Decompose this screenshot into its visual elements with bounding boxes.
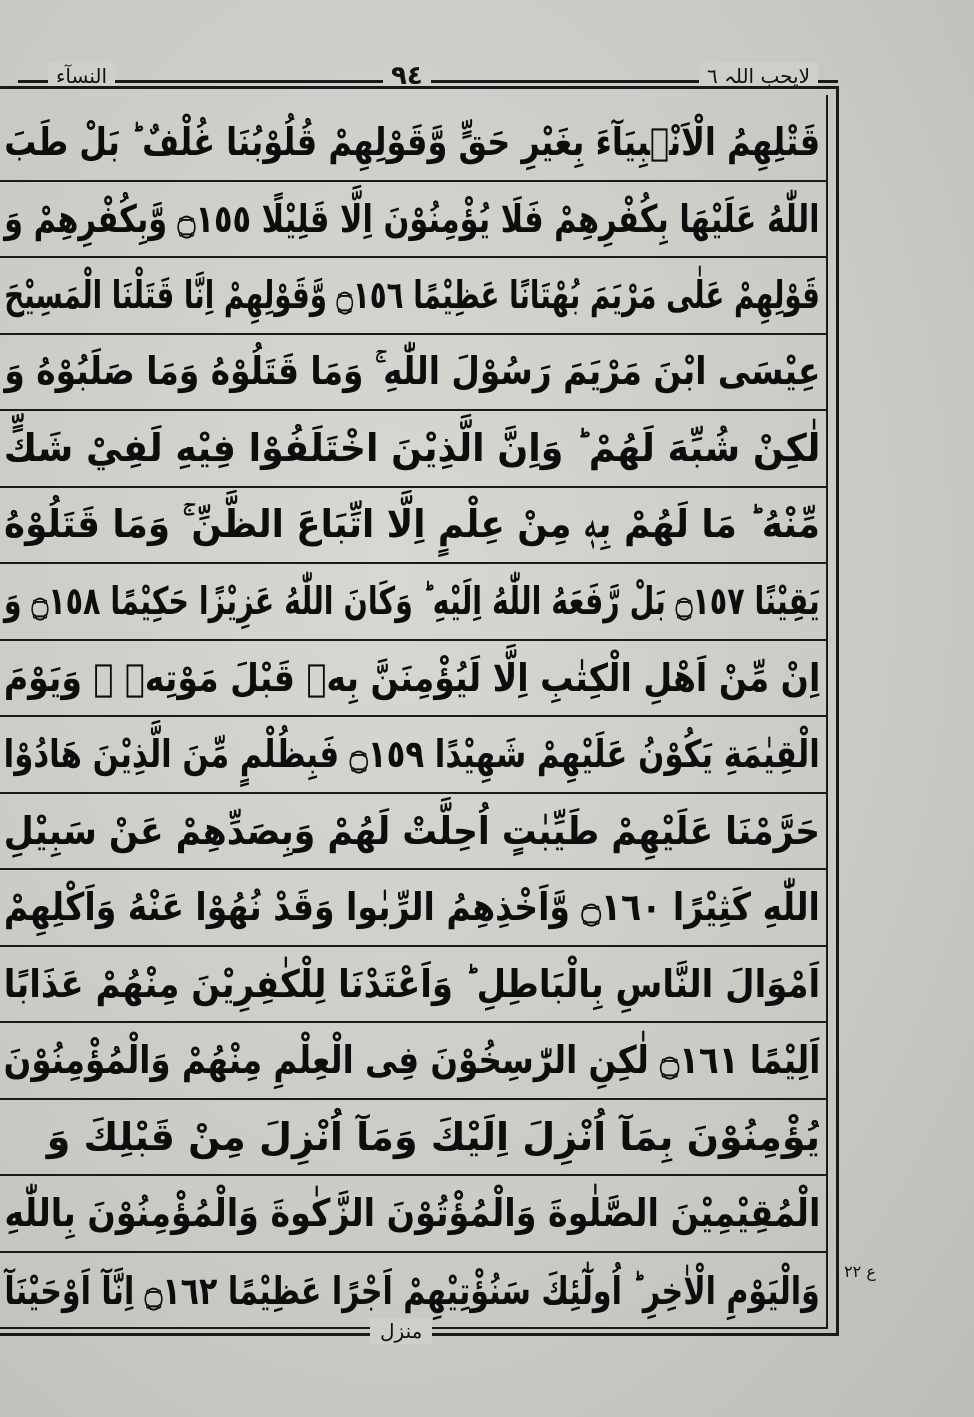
text-line-2 bbox=[0, 182, 826, 259]
text-line-9 bbox=[0, 717, 826, 794]
manzil-footer: منزل bbox=[370, 1318, 432, 1344]
text-line-5 bbox=[0, 411, 826, 488]
line-text: اللّٰهِ كَثِيْرًا ۝١٦٠ وَّاَخْذِهِمُ الرِّبٰوا وَقَدْ نُهُوْا عَنْهُ وَاَكْلِهِمْ bbox=[4, 885, 820, 930]
text-line-7 bbox=[0, 564, 826, 641]
text-line-3 bbox=[0, 258, 826, 335]
line-text: لٰكِنْ شُبِّهَ لَهُمْ ؕ وَاِنَّ الَّذِيْنَ اخْتَلَفُوْا فِيْهِ لَفِيْ شَكٍّ bbox=[3, 426, 820, 471]
text-line-1 bbox=[0, 105, 826, 182]
line-text: اَلِيْمًا ۝١٦١ لٰكِنِ الرّٰسِخُوْنَ فِى الْعِلْمِ مِنْهُمْ وَالْمُؤْمِنُوْنَ bbox=[3, 1038, 820, 1083]
text-line-6 bbox=[0, 488, 826, 565]
text-line-4 bbox=[0, 335, 826, 412]
juz-name: لایحب اللہ ٦ bbox=[699, 62, 818, 90]
text-line-8 bbox=[0, 641, 826, 718]
line-text: يَقِيْنًا ۝١٥٧ بَلْ رَّفَعَهُ اللّٰهُ اِلَيْهِ ؕ وَكَانَ اللّٰهُ عَزِيْزًا حَكِيْمًا ۝١٥٨ وَ bbox=[4, 579, 820, 624]
surah-name: النسآء bbox=[48, 62, 115, 90]
line-text: عِيْسَى ابْنَ مَرْيَمَ رَسُوْلَ اللّٰهِ ۚ وَمَا قَتَلُوْهُ وَمَا صَلَبُوْهُ وَ bbox=[4, 349, 820, 394]
line-text: قَوْلِهِمْ عَلٰى مَرْيَمَ بُهْتَانًا عَظِيْمًا ۝١٥٦ وَّقَوْلِهِمْ اِنَّا قَتَلْنَا الْمَسِيْحَ bbox=[4, 273, 820, 318]
text-line-10 bbox=[0, 794, 826, 871]
line-text: وَالْيَوْمِ الْاٰخِرِ ؕ اُولٰٓئِكَ سَنُؤْتِيْهِمْ اَجْرًا عَظِيْمًا ۝١٦٢ اِنَّآ اَوْحَيْنَآ bbox=[4, 1268, 820, 1313]
line-text: حَرَّمْنَا عَلَيْهِمْ طَيِّبٰتٍ اُحِلَّتْ لَهُمْ وَبِصَدِّهِمْ عَنْ سَبِيْلِ bbox=[3, 808, 820, 853]
line-text: اللّٰهُ عَلَيْهَا بِكُفْرِهِمْ فَلَا يُؤْمِنُوْنَ اِلَّا قَلِيْلًا ۝١٥٥ وَّبِكُفْرِهِمْ وَ bbox=[4, 196, 821, 241]
text-lines bbox=[0, 105, 826, 1329]
text-frame-inner bbox=[0, 95, 828, 1329]
text-line-13 bbox=[0, 1023, 826, 1100]
line-text: اَمْوَالَ النَّاسِ بِالْبَاطِلِ ؕ وَاَعْتَدْنَا لِلْكٰفِرِيْنَ مِنْهُمْ عَذَابًا bbox=[3, 961, 820, 1006]
line-text: اِنْ مِّنْ اَهْلِ الْكِتٰبِ اِلَّا لَيُؤْمِنَنَّ بِهٖ قَبْلَ مَوْتِهٖ ۚ وَيَوْمَ bbox=[3, 655, 820, 700]
line-text: قَتْلِهِمُ الْاَنْۢبِيَآءَ بِغَيْرِ حَقٍّ وَّقَوْلِهِمْ قُلُوْبُنَا غُلْفٌ ؕ بَلْ طَبَ bbox=[4, 120, 820, 165]
line-text: يُؤْمِنُوْنَ بِمَآ اُنْزِلَ اِلَيْكَ وَمَآ اُنْزِلَ مِنْ قَبْلِكَ وَ bbox=[46, 1114, 820, 1159]
page-number: ٩٤ bbox=[383, 62, 431, 90]
text-frame-outer bbox=[0, 86, 839, 1336]
ruku-margin-mark: ع ٢٢ bbox=[844, 1262, 876, 1281]
text-line-14 bbox=[0, 1100, 826, 1177]
line-text: الْقِيٰمَةِ يَكُوْنُ عَلَيْهِمْ شَهِيْدًا ۝١٥٩ فَبِظُلْمٍ مِّنَ الَّذِيْنَ هَادُوْا bbox=[3, 732, 820, 777]
text-line-15 bbox=[0, 1176, 826, 1253]
text-line-12 bbox=[0, 947, 826, 1024]
line-text: الْمُقِيْمِيْنَ الصَّلٰوةَ وَالْمُؤْتُوْنَ الزَّكٰوةَ وَالْمُؤْمِنُوْنَ بِاللّٰهِ bbox=[4, 1191, 820, 1236]
line-text: مِّنْهُ ؕ مَا لَهُمْ بِهٖ مِنْ عِلْمٍ اِلَّا اتِّبَاعَ الظَّنِّ ۚ وَمَا قَتَلُوْهُ bbox=[4, 502, 820, 547]
text-line-11 bbox=[0, 870, 826, 947]
